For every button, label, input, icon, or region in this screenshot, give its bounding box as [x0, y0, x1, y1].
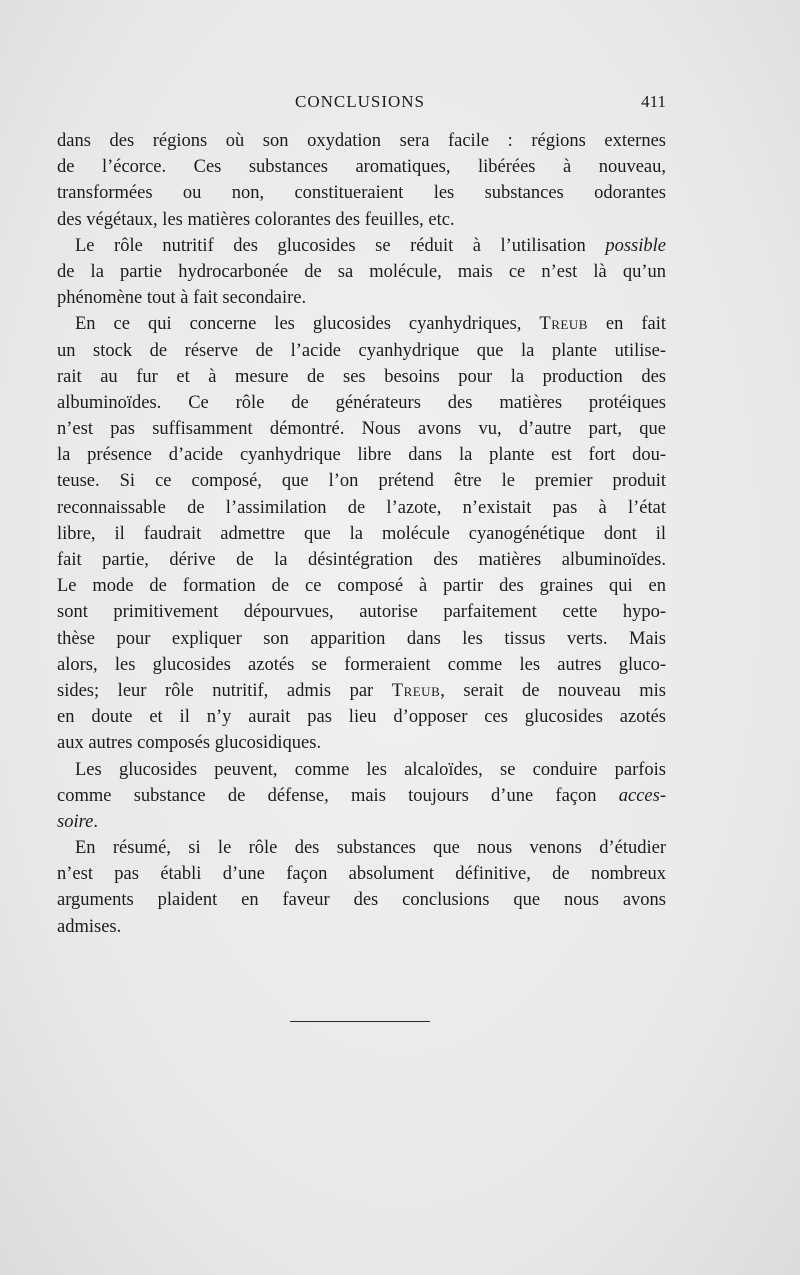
text-line: sont primitivement dépourvues, autorise parfaitement cette hypo-: [57, 602, 666, 623]
text-run: en fait: [587, 314, 666, 335]
running-head: [0, 92, 800, 118]
text-line: de l’écorce. Ces substances aromatiques, libérées à nouveau,: [57, 157, 666, 178]
text-line: alors, les glucosides azotés se formeraient comme les autres gluco-: [57, 654, 666, 675]
italic-word: soire: [57, 811, 94, 832]
italic-word: possible: [605, 235, 666, 256]
text-line: [57, 678, 666, 704]
text-line: n’est pas établi d’une façon absolument définitive, de nombreux: [57, 864, 666, 885]
text-line: de la partie hydrocarbonée de sa molécule, mais ce n’est là qu’un: [57, 261, 666, 282]
text-line: un stock de réserve de l’acide cyanhydrique que la plante utilise-: [57, 340, 666, 361]
text-line: n’est pas suffisamment démontré. Nous avons vu, d’autre part, que: [57, 419, 666, 440]
text-run: En ce qui concerne les glucosides cyanhydriques,: [75, 314, 540, 335]
paragraph: [57, 128, 666, 233]
text-line: [57, 233, 666, 259]
text-run: Le rôle nutritif des glucosides se réduit à l’utilisation: [75, 235, 606, 256]
text-line: En résumé, si le rôle des substances que nous venons d’étudier: [75, 838, 666, 859]
text-line: Le mode de formation de ce composé à partir des graines qui en: [57, 576, 666, 597]
text-run: , serait de nouveau mis: [440, 680, 666, 701]
text-line: transformées ou non, constitueraient les substances odorantes: [57, 183, 666, 204]
text-line: reconnaissable de l’assimilation de l’azote, n’existait pas à l’état: [57, 497, 666, 518]
text-line: [57, 809, 666, 835]
text-line: dans des régions où son oxydation sera facile : régions externes: [57, 131, 666, 151]
text-line: fait partie, dérive de la désintégration des matières albuminoïdes.: [57, 550, 666, 570]
author-name: Treub: [539, 314, 588, 335]
text-run: comme substance de défense, mais toujours d’une façon: [57, 785, 619, 806]
text-line: arguments plaident en faveur des conclusions que nous avons: [57, 890, 666, 911]
text-line: teuse. Si ce composé, que l’on prétend être le premier produit: [57, 471, 666, 492]
text-line: rait au fur et à mesure de ses besoins pour la production des: [57, 366, 666, 387]
text-line: des végétaux, les matières colorantes des feuilles, etc.: [57, 209, 455, 230]
text-line: phénomène tout à fait secondaire.: [57, 288, 307, 309]
page-number: 411: [641, 92, 666, 111]
text-line: admises.: [57, 916, 122, 937]
text-line: [57, 311, 666, 337]
running-title: CONCLUSIONS: [294, 92, 426, 111]
text-line: la présence d’acide cyanhydrique libre dans la plante est fort dou-: [57, 445, 666, 466]
text-line: [57, 783, 666, 809]
text-run: .: [93, 811, 98, 832]
italic-word: acces-: [618, 785, 666, 806]
end-rule: [290, 1021, 430, 1022]
text-line: albuminoïdes. Ce rôle de générateurs des matières protéiques: [57, 392, 666, 413]
paragraph: [57, 835, 666, 940]
paragraph: [57, 311, 666, 756]
body-text: [57, 128, 666, 940]
text-line: Les glucosides peuvent, comme les alcaloïdes, se conduire parfois: [75, 759, 666, 780]
text-line: en doute et il n’y aurait pas lieu d’opposer ces glucosides azotés: [57, 707, 666, 728]
author-name: Treub: [391, 680, 441, 701]
text-run: sides; leur rôle nutritif, admis par: [57, 680, 392, 701]
text-line: thèse pour expliquer son apparition dans les tissus verts. Mais: [57, 628, 666, 649]
text-line: libre, il faudrait admettre que la molécule cyanogénétique dont il: [57, 523, 666, 544]
paragraph: [57, 757, 666, 836]
paragraph: [57, 233, 666, 312]
text-line: aux autres composés glucosidiques.: [57, 733, 322, 754]
